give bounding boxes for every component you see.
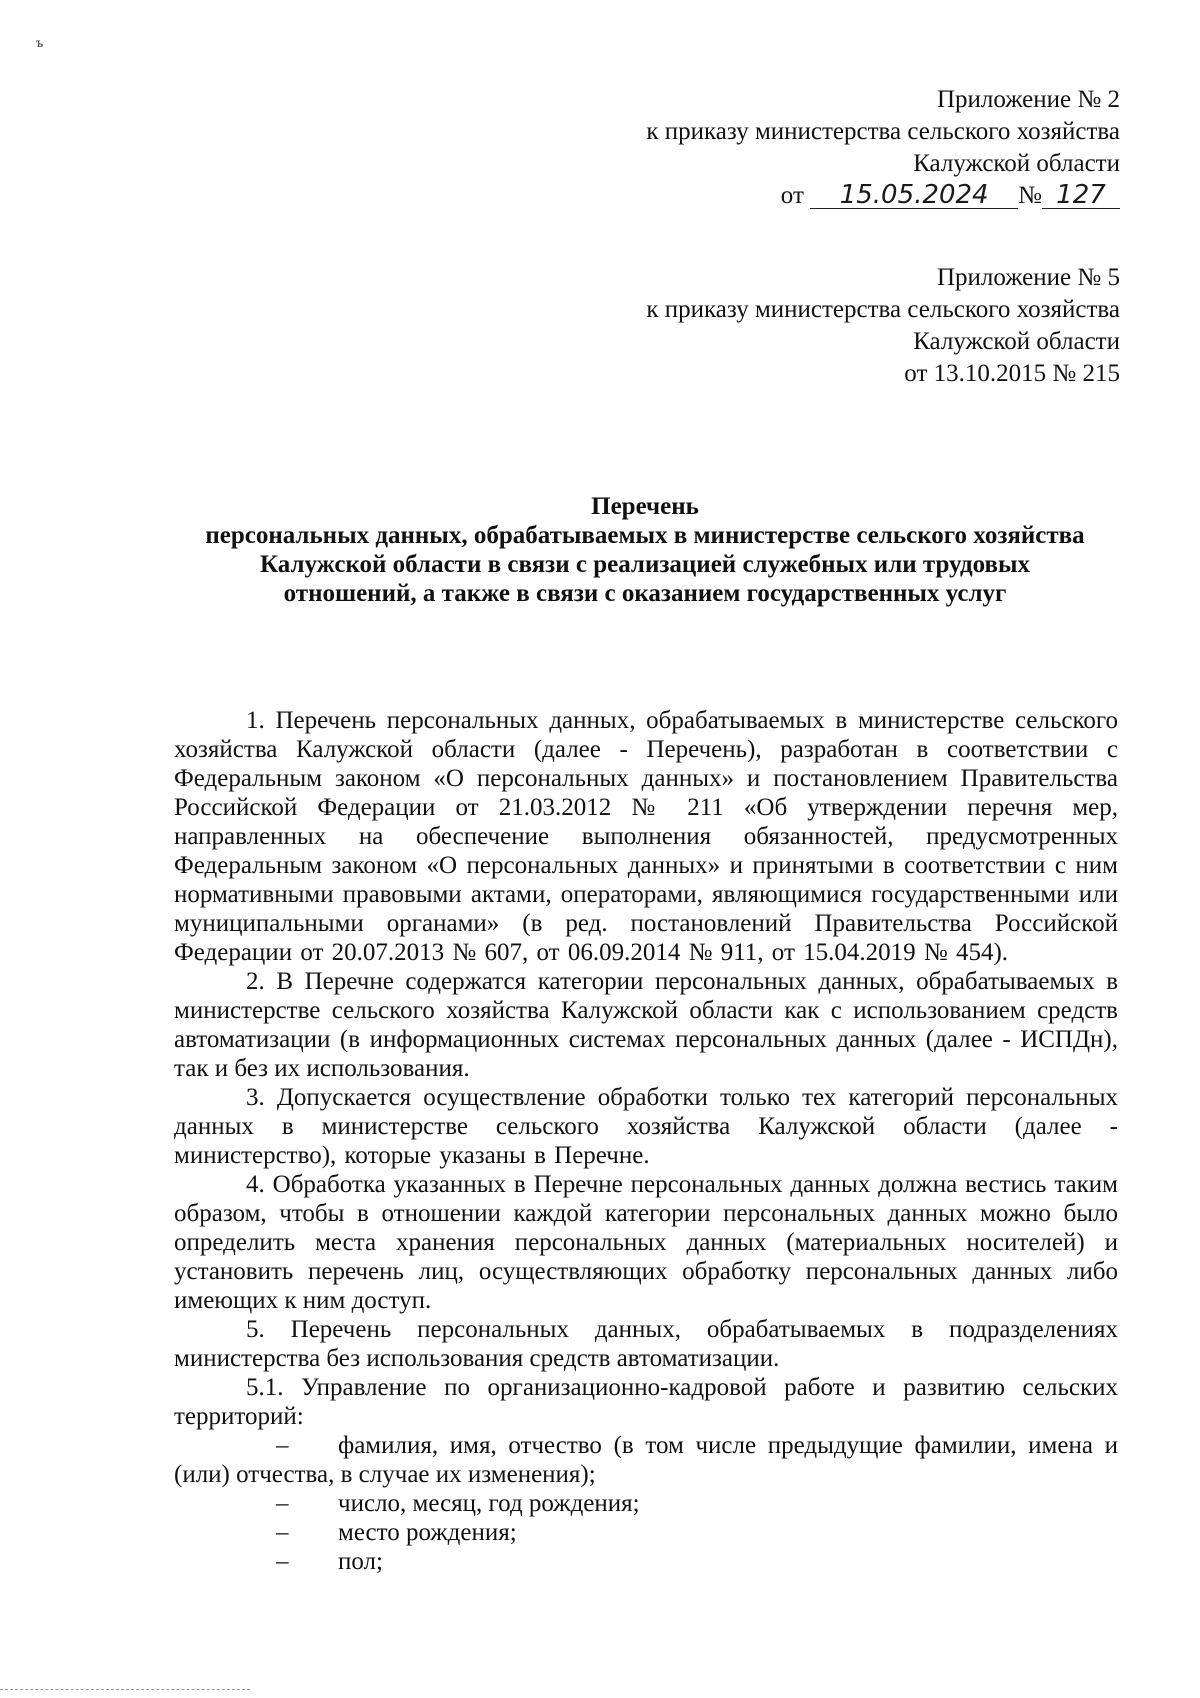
title-line4: отношений, а также в связи с оказанием государственных услуг: [283, 580, 1007, 607]
appendix-5-header: [500, 262, 1120, 390]
handwritten-number: 127: [1042, 182, 1120, 209]
handwritten-date: 15.05.2024: [810, 182, 1018, 209]
appendix-2-date-line: [500, 180, 1120, 212]
dash-symbol: –: [276, 1490, 289, 1517]
appendix-2-ot: от: [780, 182, 804, 209]
paragraph-2: 2. В Перечне содержатся категории персональных данных, обрабатываемых в министерстве сельского хозяйства Калужской области как с использованием средств автоматизации (в информационных системах персональных данных (далее - ИСПДн), так и без их использования.: [174, 968, 1118, 1082]
paragraph-5-1: 5.1. Управление по организационно-кадровой работе и развитию сельских территорий:: [174, 1374, 1118, 1430]
list-item-text: фамилия, имя, отчество (в том числе предыдущие фамилии, имена и (или) отчества, в случае их изменения);: [174, 1432, 1118, 1488]
paragraph-5: 5. Перечень персональных данных, обрабатываемых в подразделениях министерства без использования средств автоматизации.: [174, 1316, 1118, 1372]
paragraph-3: 3. Допускается осуществление обработки только тех категорий персональных данных в министерстве сельского хозяйства Калужской области (далее - министерство), которые указаны в Перечне.: [174, 1084, 1118, 1169]
list-item: [174, 1489, 1118, 1518]
list-item-text: пол;: [338, 1548, 383, 1575]
paragraph-4: 4. Обработка указанных в Перечне персональных данных должна вестись таким образом, чтобы в отношении каждой категории персональных данных можно было определить места хранения персональных данных (материальных носителей) и установить перечень лиц, осуществляющих обработку персональных данных либо имеющих к ним доступ.: [174, 1171, 1118, 1314]
list-item: [174, 1431, 1118, 1489]
scan-edge-line: [0, 1689, 250, 1690]
title-line1: Перечень: [591, 493, 699, 520]
dash-symbol: –: [276, 1519, 289, 1546]
paragraph-1: 1. Перечень персональных данных, обрабатываемых в министерстве сельского хозяйства Калужской области (далее - Перечень), разработан в соответствии с Федеральным законом «О персональных данных» и постановлением Правительства Российской Федерации от 21.03.2012 № 211 «Об утверждении перечня мер, направленных на обеспечение выполнения обязанностей, предусмотренных Федеральным законом «О персональных данных» и принятыми в соответствии с ним нормативными правовыми актами, операторами, являющимися государственными или муниципальными органами» (в ред. постановлений Правительства Российской Федерации от 20.07.2013 № 607, от 06.09.2014 № 911, от 15.04.2019 № 454).: [174, 707, 1118, 966]
list-item: [174, 1547, 1118, 1576]
appendix-2-header: [500, 84, 1120, 212]
appendix-2-line2: к приказу министерства сельского хозяйства: [646, 118, 1120, 145]
appendix-5-line2: к приказу министерства сельского хозяйства: [646, 296, 1120, 323]
list-item-text: место рождения;: [338, 1519, 517, 1546]
dash-symbol: –: [276, 1548, 289, 1575]
title-line2: персональных данных, обрабатываемых в министерстве сельского хозяйства: [205, 522, 1085, 549]
appendix-5-line4: от 13.10.2015 № 215: [904, 360, 1120, 387]
list-item-text: число, месяц, год рождения;: [338, 1490, 640, 1517]
dash-symbol: –: [276, 1432, 289, 1459]
appendix-2-no-label: №: [1018, 182, 1042, 209]
appendix-5-line1: Приложение № 5: [936, 264, 1120, 291]
title-line3: Калужской области в связи с реализацией служебных или трудовых: [259, 551, 1031, 578]
appendix-2-line1: Приложение № 2: [936, 86, 1120, 113]
appendix-2-line3: Калужской области: [913, 150, 1120, 177]
document-body: [174, 706, 1118, 1576]
list-item: [174, 1518, 1118, 1547]
corner-mark: ъ: [36, 36, 44, 51]
document-title: [170, 492, 1120, 608]
appendix-5-line3: Калужской области: [913, 328, 1120, 355]
